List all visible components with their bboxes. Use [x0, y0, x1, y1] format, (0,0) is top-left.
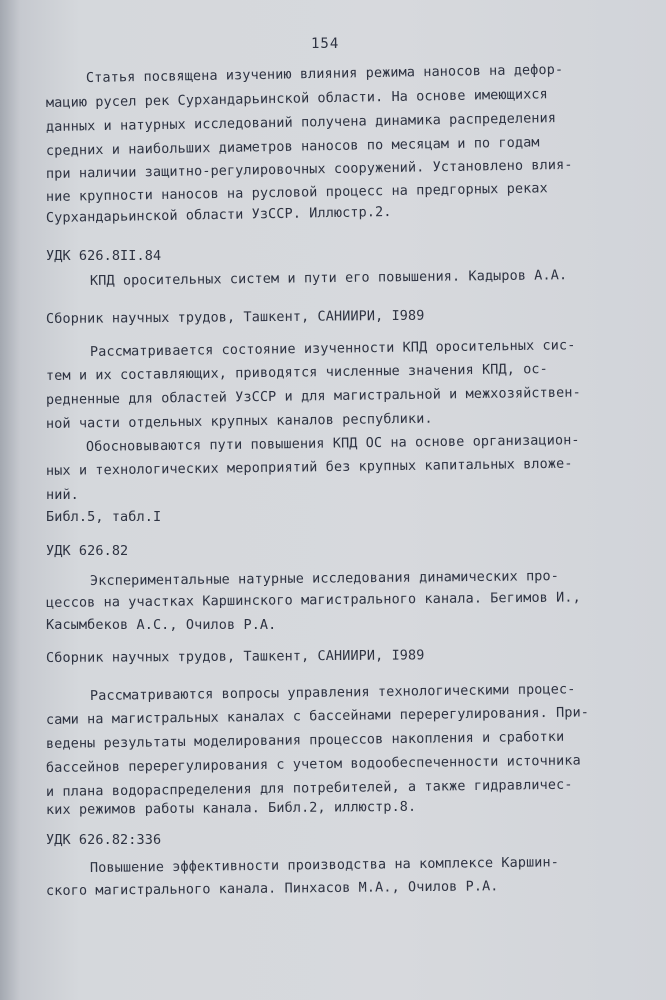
- source-line: Сборник научных трудов, Ташкент, САНИИРИ, I989: [45, 307, 425, 327]
- text-line: ной части отдельных крупных каналов республики.: [45, 410, 433, 432]
- article-title: ского магистрального канала. Пинхасов М.А., Очилов Р.А.: [45, 878, 499, 899]
- article-title: Экспериментальные натурные исследования динамических про-: [89, 568, 560, 589]
- text-line: Рассматривается состояние изученности КПД оросительных сис-: [89, 337, 576, 360]
- text-line: средних и наибольших диаметров наносов по месяцам и по годам: [45, 134, 540, 159]
- text-line: редненные для областей УзССР и для магистральной и межхозяйствен-: [45, 384, 581, 408]
- udc-code: УДК 626.82:336: [46, 832, 162, 848]
- text-line: данных и натурных исследований получена динамика распределения: [45, 110, 557, 135]
- bibliography-note: Библ.5, табл.I: [46, 509, 162, 525]
- text-line: мацию русел рек Сурхандарьинской области. На основе имеющихся: [45, 86, 548, 111]
- text-line: ных и технологических мероприятий без крупных капитальных вложе-: [45, 455, 573, 479]
- text-line: Обосновываются пути повышения КПД ОС на основе организацион-: [85, 432, 580, 455]
- text-line: и плана водораспределения для потребителей, а также гидравличес-: [45, 776, 573, 800]
- udc-code: УДК 626.82: [46, 543, 129, 559]
- article-authors: Касымбеков А.С., Очилов Р.А.: [46, 617, 277, 633]
- text-line: Статья посвящена изучению влияния режима наносов на дефор-: [85, 61, 564, 86]
- text-line: ких режимов работы канала. Библ.2, иллюстр.8.: [45, 798, 417, 818]
- article-title: цессов на участках Каршинского магистрального канала. Бегимов И.,: [45, 589, 581, 611]
- text-line: Сурхандарьинской области УзССР. Иллюстр.2.: [45, 203, 392, 226]
- text-line: Рассматриваются вопросы управления технологическими процес-: [89, 681, 576, 704]
- source-line: Сборник научных трудов, Ташкент, САНИИРИ, I989: [45, 647, 425, 666]
- page-number: 154: [311, 36, 340, 52]
- text-line: сами на магистральных каналах с бассейнами перерегулирования. При-: [45, 704, 590, 728]
- article-title: Повышение эффективности производства на комплексе Каршин-: [89, 854, 560, 876]
- article-title: КПД оросительных систем и пути его повышения. Кадыров А.А.: [89, 267, 568, 289]
- text-line: ведены результаты моделирования процессов накопления и сработки: [45, 728, 565, 752]
- text-line: ний.: [46, 487, 79, 503]
- text-line: при наличии защитно-регулировочных сооружений. Установлено влия-: [45, 156, 573, 182]
- text-line: тем и их составляющих, приводятся численные значения КПД, ос-: [45, 360, 548, 384]
- text-line: ние крупности наносов на русловой процесс на предгорных реках: [45, 180, 548, 205]
- udc-code: УДК 626.8II.84: [46, 248, 162, 264]
- text-line: бассейнов перерегулирования с учетом водообеспеченности источника: [45, 752, 581, 776]
